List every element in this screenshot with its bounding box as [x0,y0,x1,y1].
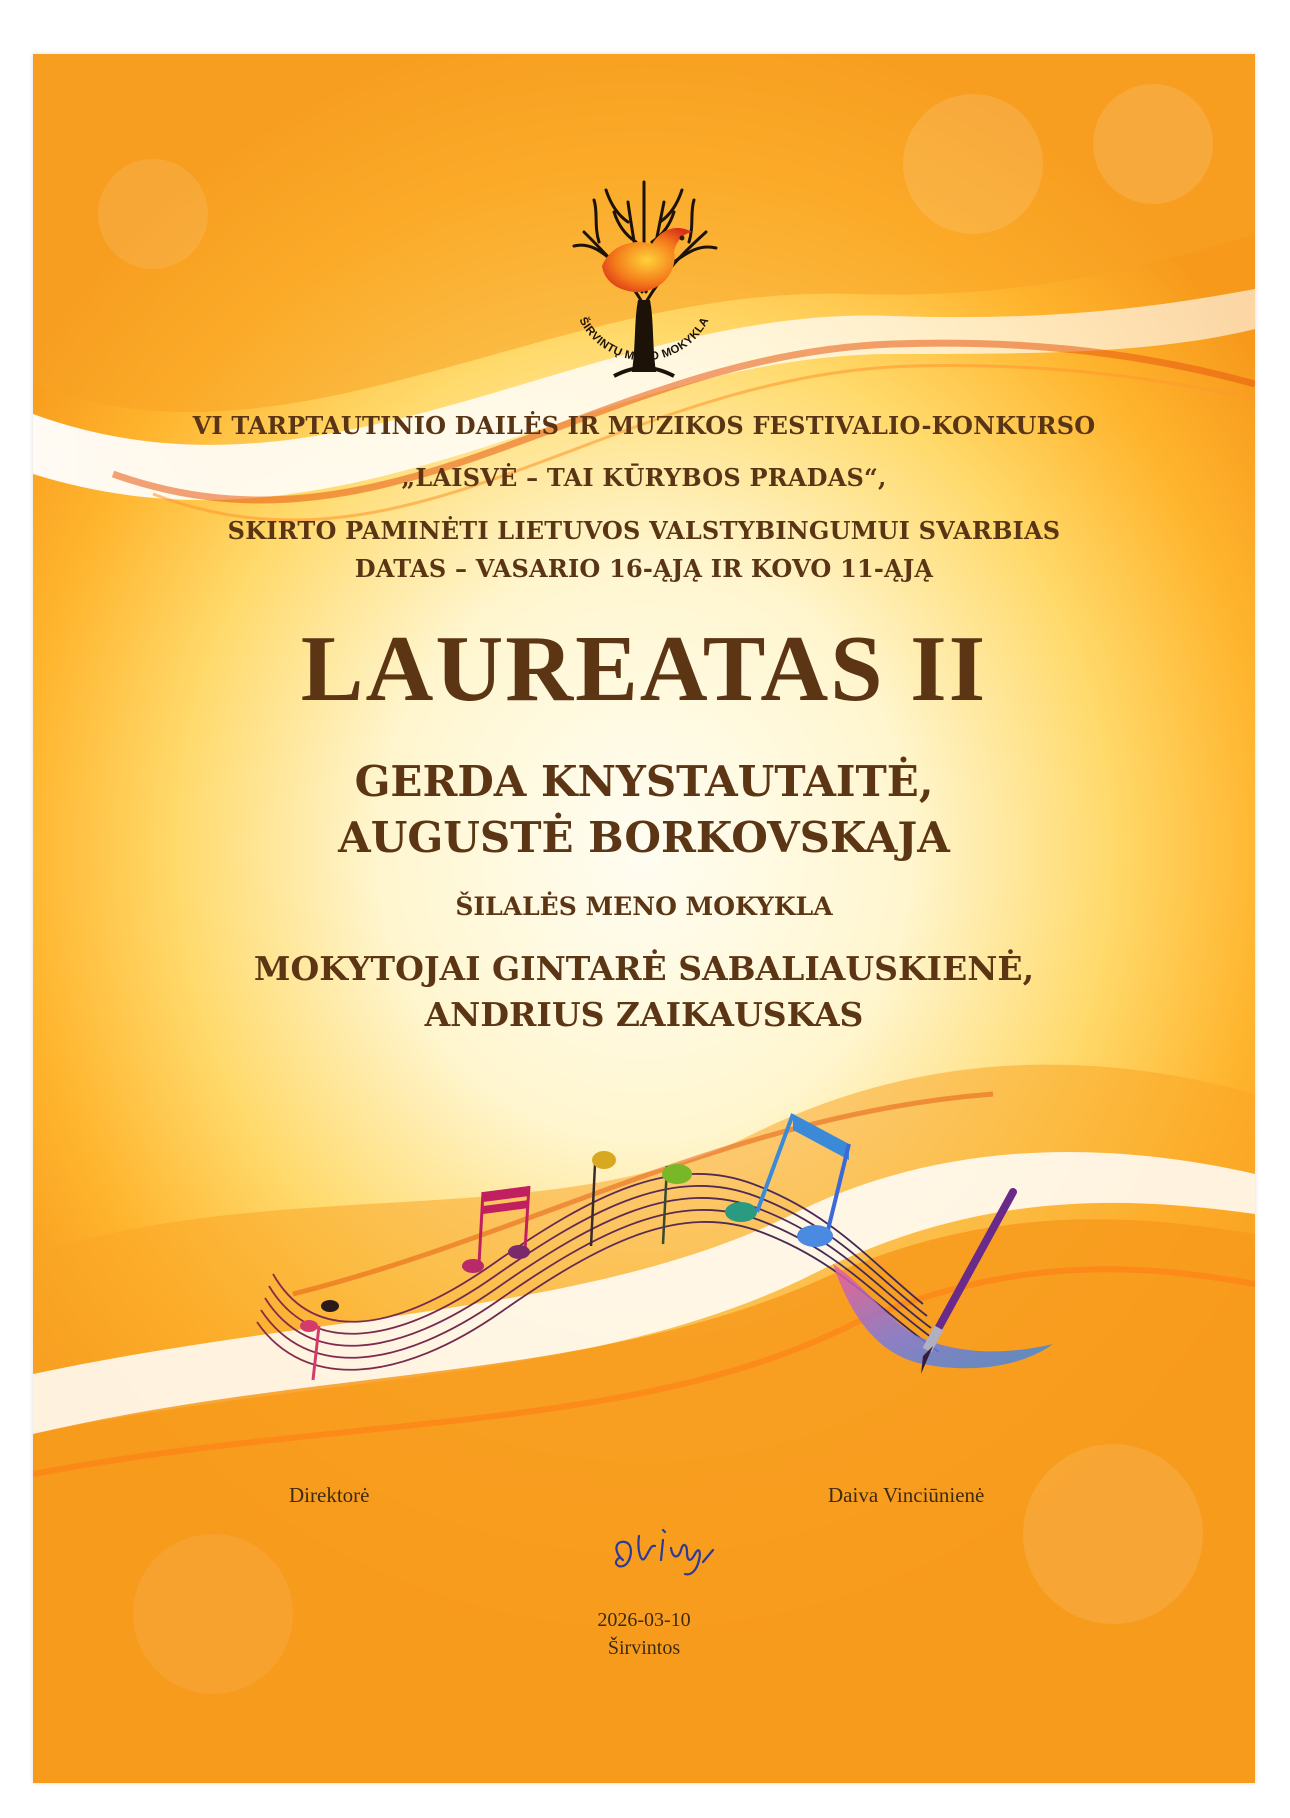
recipient-line-2: AUGUSTĖ BORKOVSKAJA [338,813,950,862]
logo-arc-text: ŠIRVINTŲ MENO MOKYKLA [576,315,712,364]
festival-line-2: „LAISVĖ – TAI KŪRYBOS PRADAS“, [401,463,887,492]
teachers-line-1: MOKYTOJAI GINTARĖ SABALIAUSKIENĖ, [253,949,1035,988]
festival-line-1: VI TARPTAUTINIO DAILĖS IR MUZIKOS FESTIVALIO-KONKURSO [192,411,1096,440]
recipients [33,754,1255,866]
festival-line-3: SKIRTO PAMINĖTI LIETUVOS VALSTYBINGUMUI SVARBIAS [227,516,1061,545]
school-name: ŠILALĖS MENO MOKYKLA [455,892,833,921]
tree-with-bird-logo-icon [554,162,734,402]
issue-date: 2026-03-10 [597,1609,691,1631]
date-and-place [33,1606,1255,1662]
director-role: Direktorė [289,1483,370,1507]
handwritten-signature-icon [583,1506,733,1586]
issue-place: Širvintos [607,1637,681,1659]
teachers-line-2: ANDRIUS ZAIKAUSKAS [424,995,864,1034]
award-title: LAUREATAS II [300,617,988,721]
teachers [33,946,1255,1038]
director-name: Daiva Vinciūnienė [828,1483,985,1507]
music-staff-and-paintbrush-illustration-icon [233,1094,1093,1424]
recipient-line-1: GERDA KNYSTAUTAITĖ, [354,757,934,806]
diploma-sheet [33,54,1255,1783]
school-logo [554,162,734,402]
festival-line-4: DATAS – VASARIO 16-ĄJĄ IR KOVO 11-ĄJĄ [354,554,934,583]
